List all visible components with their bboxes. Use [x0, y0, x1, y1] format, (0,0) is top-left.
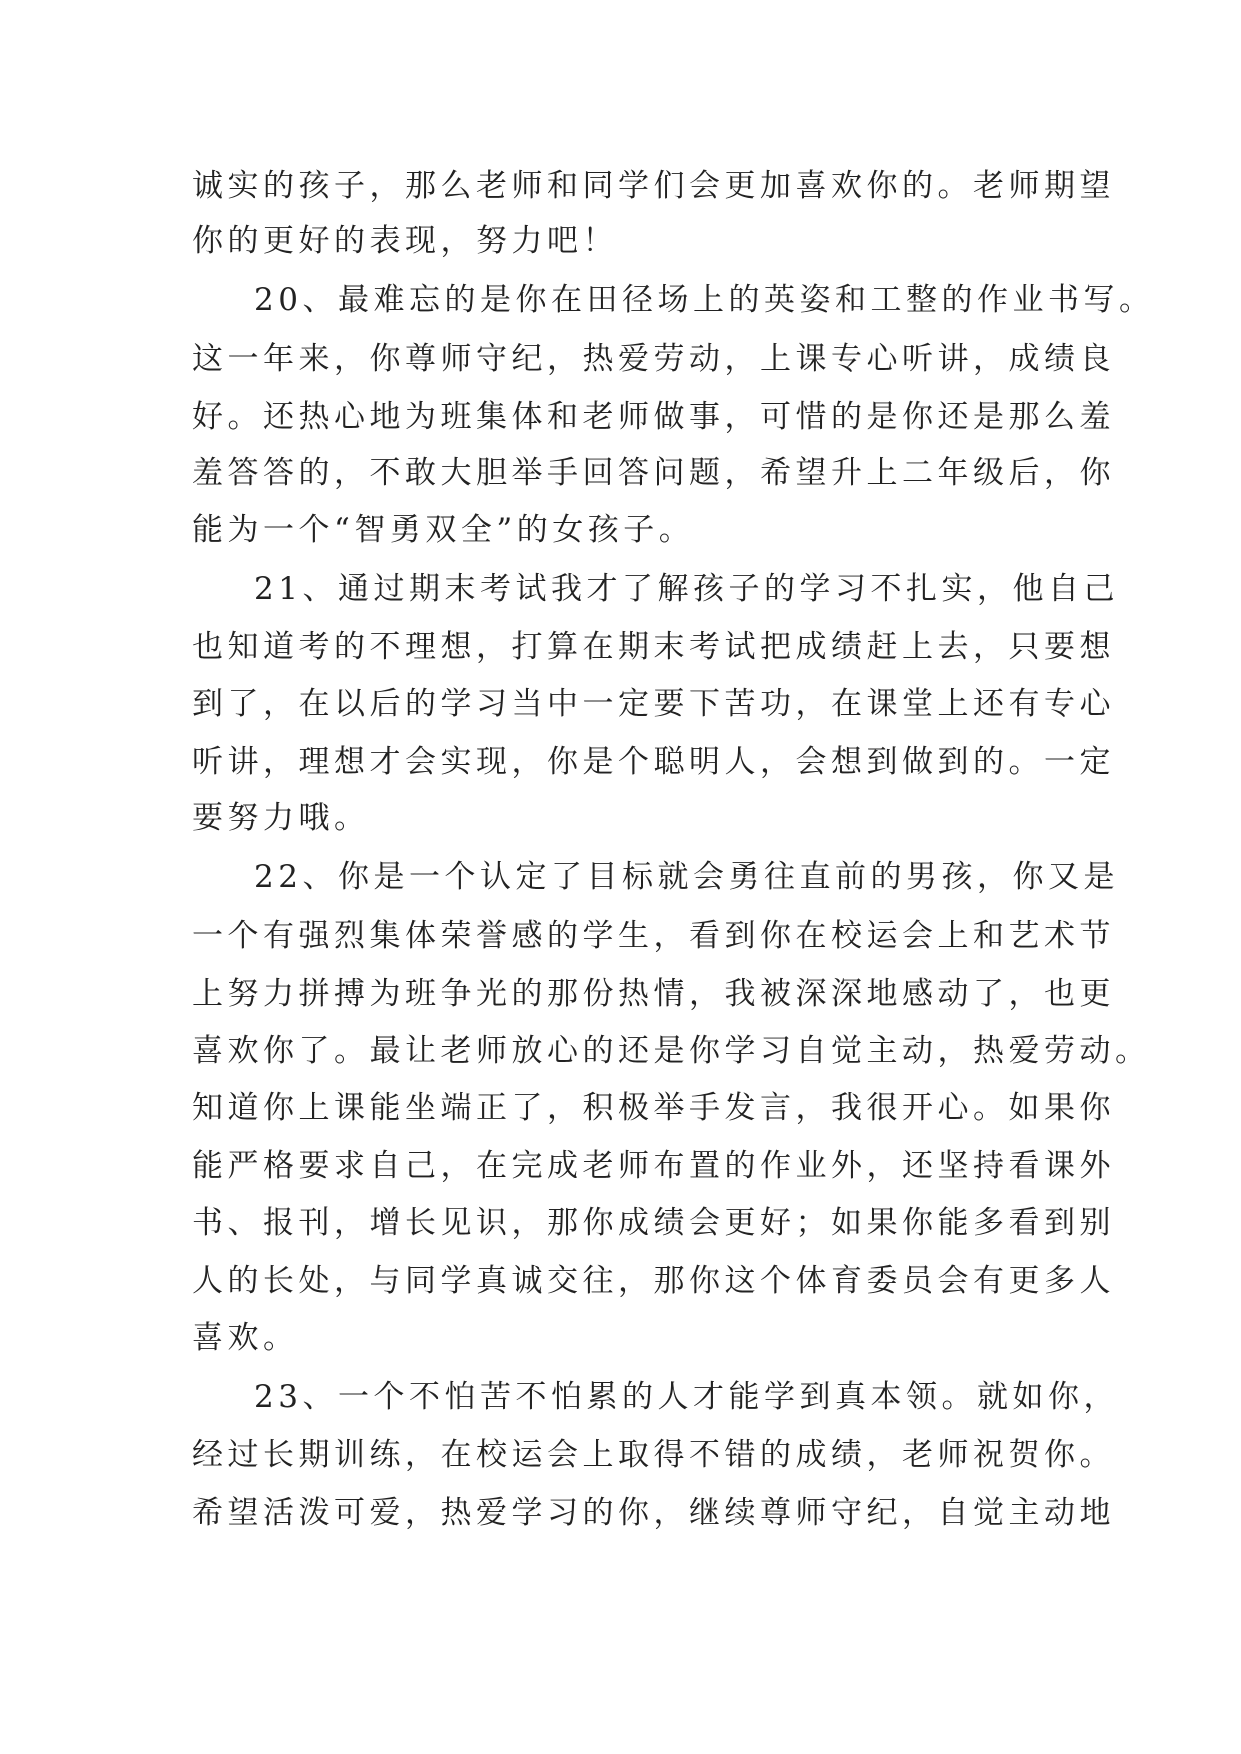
paragraph-22-start: 22、你是一个认定了目标就会勇往直前的男孩，你又是: [254, 859, 1119, 895]
text-line: 也知道考的不理想，打算在期末考试把成绩赶上去，只要想: [192, 629, 1115, 665]
text-line: 知道你上课能坐端正了，积极举手发言，我很开心。如果你: [192, 1090, 1115, 1126]
text-line: 你的更好的表现，努力吧！: [192, 223, 618, 259]
paragraph-20-start: 20、最难忘的是你在田径场上的英姿和工整的作业书写。: [254, 282, 1155, 318]
text-line: 喜欢你了。最让老师放心的还是你学习自觉主动，热爱劳动。: [192, 1033, 1151, 1069]
paragraph-23-start: 23、一个不怕苦不怕累的人才能学到真本领。就如你，: [254, 1379, 1119, 1415]
text-line: 要努力哦。: [192, 800, 370, 836]
paragraph-21-start: 21、通过期末考试我才了解孩子的学习不扎实，他自己: [254, 571, 1119, 607]
text-line: 人的长处，与同学真诚交往，那你这个体育委员会有更多人: [192, 1263, 1115, 1299]
text-line: 上努力拼搏为班争光的那份热情，我被深深地感动了，也更: [192, 976, 1115, 1012]
text-line: 听讲，理想才会实现，你是个聪明人，会想到做到的。一定: [192, 744, 1115, 780]
text-line: 好。还热心地为班集体和老师做事，可惜的是你还是那么羞: [192, 399, 1115, 435]
text-line: 这一年来，你尊师守纪，热爱劳动，上课专心听讲，成绩良: [192, 341, 1115, 377]
text-line: 书、报刊，增长见识，那你成绩会更好；如果你能多看到别: [192, 1205, 1115, 1241]
text-line: 到了，在以后的学习当中一定要下苦功，在课堂上还有专心: [192, 686, 1115, 722]
text-line: 羞答答的，不敢大胆举手回答问题，希望升上二年级后，你: [192, 455, 1115, 491]
text-line: 一个有强烈集体荣誉感的学生，看到你在校运会上和艺术节: [192, 918, 1115, 954]
text-line: 能为一个“智勇双全”的女孩子。: [192, 512, 695, 548]
text-line: 经过长期训练，在校运会上取得不错的成绩，老师祝贺你。: [192, 1437, 1115, 1473]
text-line: 希望活泼可爱，热爱学习的你，继续尊师守纪，自觉主动地: [192, 1495, 1115, 1531]
text-line: 能严格要求自己，在完成老师布置的作业外，还坚持看课外: [192, 1148, 1115, 1184]
text-line: 喜欢。: [192, 1320, 299, 1356]
text-line: 诚实的孩子，那么老师和同学们会更加喜欢你的。老师期望: [192, 168, 1115, 204]
